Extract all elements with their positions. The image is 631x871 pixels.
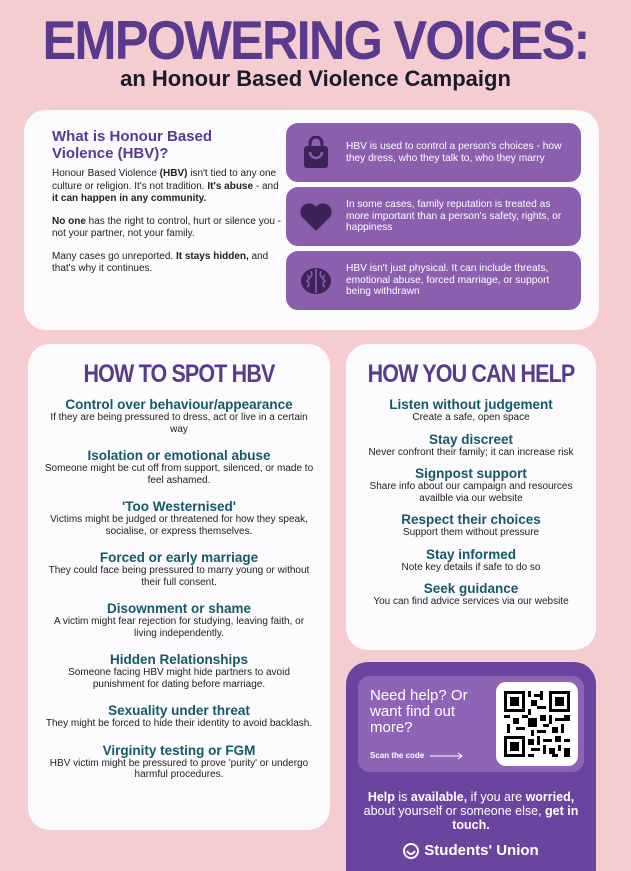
how-to-spot-card [28,344,330,830]
list-item: Seek guidance You can find advice services via our website [373,581,569,607]
help-list [346,397,596,608]
students-union-logo: Students' Union [346,842,596,859]
what-paragraph-1: Honour Based Violence (HBV) isn't tied to any one culture or religion. It's not tradition. It's abuse - and it can happen in any community. [52,168,279,204]
need-help-text: Need help? Or want find out more? [370,687,468,736]
fact-text: In some cases, family reputation is treated as more important than a person's safety, rights, or happiness [346,199,562,234]
fact-pill-physical [286,251,581,310]
page-title: EMPOWERING VOICES: [42,9,589,71]
fact-text: HBV is used to control a person's choices - how they dress, who they talk to, who they marry [346,141,562,164]
arrow-right-icon [430,752,464,760]
get-in-touch-text: Help is available, if you are worried, about yourself or someone else, get in touch. [363,790,579,832]
what-paragraph-3: Many cases go unreported. It stays hidden, and that's why it continues. [52,250,269,274]
list-item: Disownment or shame A victim might fear rejection for studying, leaving faith, or living independently. [53,601,305,639]
how-you-can-help-heading: HOW YOU CAN HELP [367,360,575,388]
list-item: Stay discreet Never confront their family; it can increase risk [368,431,574,458]
how-to-spot-heading: HOW TO SPOT HBV [83,360,275,388]
list-item: Respect their choices Support them without pressure [401,512,541,538]
brain-icon [286,266,346,296]
how-you-can-help-card [346,344,596,650]
fact-pill-control [286,123,581,182]
list-item: Forced or early marriage They could face being pressured to marry young or without their full consent. [48,550,310,588]
bag-icon [286,136,346,170]
list-item: Listen without judgement Create a safe, open space [389,397,553,423]
list-item: Signpost support Share info about our campaign and resources availble via our website [369,466,573,504]
list-item: Stay informed Note key details if safe to do so [401,546,541,573]
page-subtitle: an Honour Based Violence Campaign [120,66,511,91]
what-is-hbv-heading: What is Honour Based Violence (HBV)? [52,128,213,162]
what-is-hbv-body [52,168,287,286]
fact-pill-reputation [286,187,581,246]
qr-code[interactable] [496,682,578,766]
scan-the-code: Scan the code [370,751,464,760]
spot-list [28,397,330,781]
list-item: Control over behaviour/appearance If they are being pressured to dress, act or live in a certain way [50,397,308,435]
heart-icon [286,202,346,232]
list-item: Hidden Relationships Someone facing HBV might hide partners to avoid punishment for dating before marriage. [68,652,290,690]
list-item: Isolation or emotional abuse Someone might be cut off from support, silenced, or made to feel ashamed. [44,448,314,486]
what-paragraph-2: No one has the right to control, hurt or silence you - not your partner, not your family. [52,215,281,239]
what-is-hbv-card [24,110,599,330]
scan-box [358,676,584,772]
fact-text: HBV isn't just physical. It can include threats, emotional abuse, forced marriage, or support being withdrawn [346,263,550,298]
list-item: Virginity testing or FGM HBV victim might be pressured to prove 'purity' or undergo harmful procedures. [49,742,309,780]
list-item: 'Too Westernised' Victims might be judged or threatened for how they speak, socialise, or express themselves. [50,499,308,537]
students-union-icon [403,843,419,859]
list-item: Sexuality under threat They might be forced to hide their identity to avoid backlash. [45,703,313,729]
get-help-panel [346,662,596,871]
